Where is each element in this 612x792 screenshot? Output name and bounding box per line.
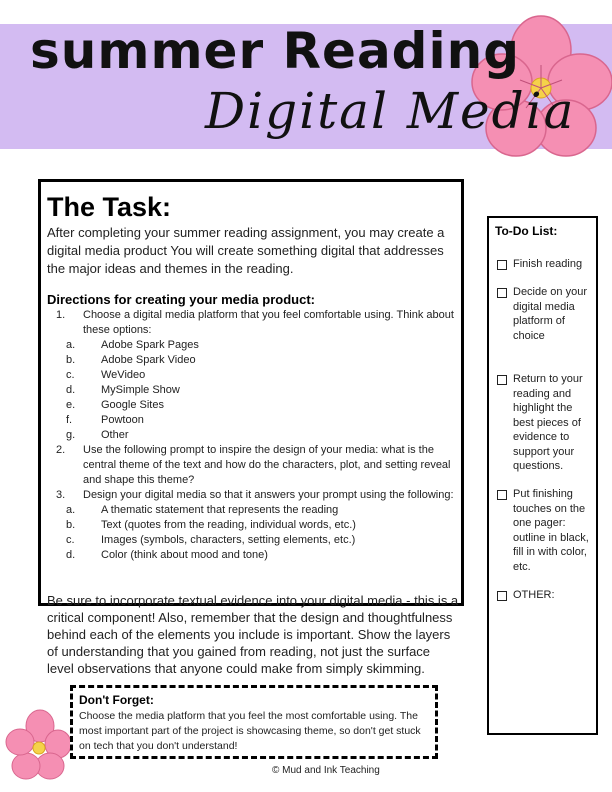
todo-item (497, 257, 594, 272)
step-text: Use the following prompt to inspire the design of your media: what is the central theme of the text and how do the characters, plot, and setting reveal and shape this theme? (83, 444, 451, 486)
page-title-line1: summer Reading (30, 22, 521, 80)
footer-credit: © Mud and Ink Teaching (272, 765, 380, 776)
checkbox-icon (497, 375, 507, 385)
option-text: MySimple Show (101, 384, 180, 396)
closing-paragraph: Be sure to incorporate textual evidence into your digital media - this is a critical component! Also, remember that the design and thoughtfulness behind each of the elements you include is important. Show the layers of understanding that you gained from reading, not just the surface level observations that anyone could make from simply skimming. (47, 593, 459, 676)
checkbox-icon (497, 260, 507, 270)
step-number: 3. (56, 489, 66, 501)
option-text: Google Sites (101, 399, 164, 411)
todo-title: To-Do List: (495, 224, 558, 238)
option-text: Text (quotes from the reading, individual words, etc.) (101, 519, 356, 531)
todo-item-label: Put finishing touches on the one pager: outline in black, fill in with color, etc. (513, 488, 589, 573)
option-letter: g. (66, 429, 76, 441)
option-item (66, 533, 461, 548)
option-letter: d. (66, 549, 76, 561)
checkbox-icon (497, 288, 507, 298)
direction-step (56, 488, 461, 503)
option-letter: d. (66, 384, 76, 396)
option-item (66, 368, 461, 383)
task-intro: After completing your summer reading assignment, you may create a digital media product You will create something digital that addresses the major ideas and themes in the reading. (47, 225, 445, 276)
option-item (66, 518, 461, 533)
checkbox-icon (497, 591, 507, 601)
option-item (66, 353, 461, 368)
dont-forget-title: Don't Forget: (79, 693, 154, 707)
option-text: Color (think about mood and tone) (101, 549, 268, 561)
option-letter: b. (66, 354, 76, 366)
todo-item (497, 588, 594, 603)
checkbox-icon (497, 490, 507, 500)
flower-icon (0, 708, 70, 782)
page-title-line2: Digital Media (205, 82, 576, 140)
option-text: A thematic statement that represents the reading (101, 504, 339, 516)
option-text: WeVideo (101, 369, 146, 381)
option-item (66, 503, 461, 518)
direction-step (56, 308, 461, 338)
directions-heading: Directions for creating your media product: (47, 292, 315, 307)
option-item (66, 428, 461, 443)
todo-item (497, 285, 594, 343)
option-letter: b. (66, 519, 76, 531)
option-letter: c. (66, 369, 75, 381)
direction-step (56, 443, 461, 488)
task-title: The Task: (47, 192, 172, 222)
todo-item-label: Return to your reading and highlight the best pieces of evidence to support your questions. (513, 373, 583, 472)
todo-item (497, 487, 594, 574)
todo-item-label: Finish reading (513, 258, 583, 270)
step-text: Choose a digital media platform that you feel comfortable using. Think about these options: (83, 309, 454, 336)
option-letter: a. (66, 504, 76, 516)
option-letter: f. (66, 414, 73, 426)
option-item (66, 413, 461, 428)
step-text: Design your digital media so that it answers your prompt using the following: (83, 489, 454, 501)
dont-forget-text: Choose the media platform that you feel the most comfortable using. The most important part of the project is showcasing theme, so don't get stuck on tech that you don't understand! (79, 710, 421, 752)
todo-item-label: OTHER: (513, 589, 555, 601)
option-item (66, 398, 461, 413)
todo-item (497, 372, 594, 474)
step-number: 2. (56, 444, 66, 456)
step-number: 1. (56, 309, 66, 321)
directions-list (56, 308, 461, 563)
option-text: Adobe Spark Pages (101, 339, 199, 351)
option-text: Powtoon (101, 414, 144, 426)
option-text: Adobe Spark Video (101, 354, 196, 366)
option-letter: c. (66, 534, 75, 546)
option-item (66, 548, 461, 563)
option-text: Images (symbols, characters, setting elements, etc.) (101, 534, 356, 546)
option-item (66, 383, 461, 398)
option-letter: e. (66, 399, 76, 411)
option-text: Other (101, 429, 129, 441)
option-item (66, 338, 461, 353)
todo-item-label: Decide on your digital media platform of choice (513, 286, 587, 342)
option-letter: a. (66, 339, 76, 351)
